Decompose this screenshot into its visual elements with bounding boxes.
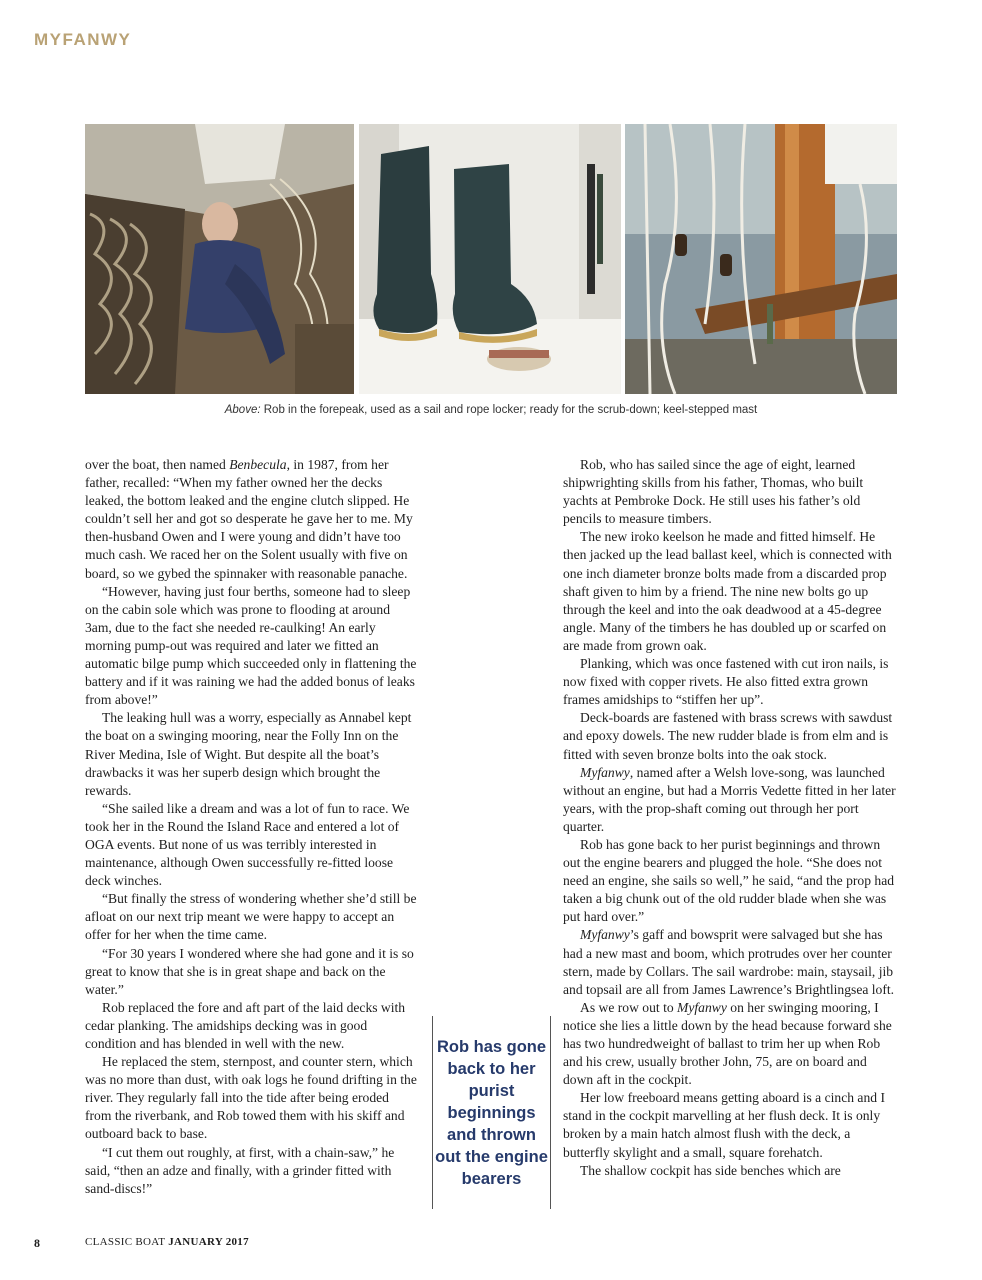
page-number: 8: [34, 1236, 40, 1250]
photo-caption: [85, 404, 897, 416]
paragraph: “She sailed like a dream and was a lot of fun to race. We took her in the Round the Island Race and entered a lot of OGA events. But none of us was terribly interested in maintenance, although Owen successfully re-fitted loose deck winches.: [85, 800, 410, 889]
page-footer: [34, 1236, 249, 1251]
boat-name: Myfanwy: [580, 927, 630, 943]
boat-name: Myfanwy: [580, 764, 630, 780]
paragraph: Rob has gone back to her purist beginnings and thrown out the engine bearers and plugged the hole. “She does not need an engine, she sails so well,” he said, “and the prop had taken a big chunk out of the old rudder blade when she was put hard over.”: [563, 836, 895, 925]
paragraph: [563, 764, 896, 836]
paragraph: The new iroko keelson he made and fitted himself. He then jacked up the lead ballast keel, which is connected with one inch diameter bronze bolts made from a discarded prop shaft given to him by a friend. The nine new bolts go up through the keel and into the oak deadwood at a 45-degree angle. Many of the timbers he has doubled up or scarfed on are made from grown oak.: [563, 529, 892, 653]
paragraph: Deck-boards are fastened with brass screws with sawdust and epoxy dowels. The new rudder blade is from elm and is fitted with seven bronze bolts into the oak stock.: [563, 710, 893, 762]
text-run: ’s gaff and bowsprit were salvaged but she has had a new mast and boom, which protrudes over her counter stern, made by Collars. The sail wardrobe: main, staysail, jib and topsail are all from James Lawrence’s Brightlingsea loft.: [563, 927, 895, 997]
text-run: As we row out to: [580, 999, 678, 1015]
photo-forepeak: [85, 124, 354, 394]
paragraph: [563, 926, 896, 998]
boat-name: Benbecula: [229, 457, 287, 472]
boat-name: Myfanwy: [677, 999, 727, 1015]
paragraph: Planking, which was once fastened with cut iron nails, is now fixed with copper rivets. He also fitted extra grown frames amidships to “stiffen her up”.: [563, 656, 889, 708]
paragraph: “For 30 years I wondered where she had gone and it is so great to know that she is in great shape and back on the water.”: [85, 945, 414, 997]
paragraph: Rob, who has sailed since the age of eight, learned shipwrighting skills from his father, Thomas, who built yachts at Pembroke Dock. He still uses his father’s old pencils to measure timbers.: [563, 457, 864, 527]
pull-quote-text: Rob has gone back to her purist beginnings and thrown out the engine bearers: [435, 1037, 548, 1188]
text-run: , named after a Welsh love-song, was launched without an engine, but had a Morris Vedette fitted in her later years, with the prop-shaft coming out through her port quarter.: [563, 764, 896, 834]
text-run: over the boat, then named: [85, 457, 230, 472]
caption-text: Rob in the forepeak, used as a sail and rope locker; ready for the scrub-down; keel-stepped mast: [260, 404, 758, 416]
photo-boots: [359, 124, 621, 394]
magazine-name: CLASSIC BOAT: [85, 1236, 166, 1248]
pull-quote: [432, 1016, 551, 1209]
paragraph: He replaced the stem, sternpost, and counter stern, which was no more than dust, with oak logs he found drifting in the river. They regularly fall into the tide after being eroded from the riverbank, and Rob towed them with his skiff and outboard back to base.: [85, 1054, 417, 1142]
photo-strip: [85, 124, 897, 394]
text-run: on her swinging mooring, I notice she lies a little down by the head because forward she has two hundredweight of ballast to trim her up when Rob and his crew, usually brother John, 75, are on board and down aft in the cockpit.: [563, 999, 892, 1088]
issue-date: JANUARY 2017: [168, 1236, 249, 1248]
paragraph: The shallow cockpit has side benches which are: [580, 1162, 841, 1178]
magazine-issue: [85, 1236, 249, 1248]
paragraph: Her low freeboard means getting aboard is a cinch and I stand in the cockpit marvelling at her flush deck. It is only broken by a main hatch almost flush with the deck, a butterfly skylight and a small, square forehatch.: [563, 1090, 885, 1160]
section-label: MYFANWY: [34, 30, 132, 49]
caption-lead: Above:: [224, 404, 261, 416]
paragraph: Rob replaced the fore and aft part of the laid decks with cedar planking. The amidships decking was in good condition and has blended in well with the new.: [85, 999, 406, 1051]
paragraph: “But finally the stress of wondering whether she’d still be afloat on our next trip meant we were happy to accept an offer for her when the time came.: [85, 891, 417, 943]
text-run: , in 1987, from her father, recalled: “When my father owned her the decks leaked, the bottom leaked and the engine clutch slipped. He couldn’t sell her and got so desperate he gave her to me. My then-husband Owen and I were young and didn’t have too much cash. We raced her on the Solent usually with five on board, so we gybed the spinnaker with reasonable panache.: [85, 457, 413, 581]
paragraph: [85, 456, 418, 583]
article-column-right: [563, 456, 896, 1180]
photo-mast: [625, 124, 897, 394]
paragraph: [563, 999, 896, 1089]
paragraph: “I cut them out roughly, at first, with a chain-saw,” he said, “then an adze and finally, with a grinder fitted with sand-discs!”: [85, 1144, 395, 1196]
paragraph: “However, having just four berths, someone had to sleep on the cabin sole which was prone to flooding at around 3am, due to the fact she needed re-caulking! An early morning pump-out was required and later we fitted an automatic bilge pump which succeeded only in flattening the battery and if it was raining we had the added bonus of leaks from above!”: [85, 583, 417, 708]
article-column-left: [85, 456, 418, 1198]
paragraph: The leaking hull was a worry, especially as Annabel kept the boat on a swinging mooring, near the Folly Inn on the River Medina, Isle of Wight. But despite all the boat’s drawbacks it was her superb design which brought the rewards.: [85, 710, 412, 798]
